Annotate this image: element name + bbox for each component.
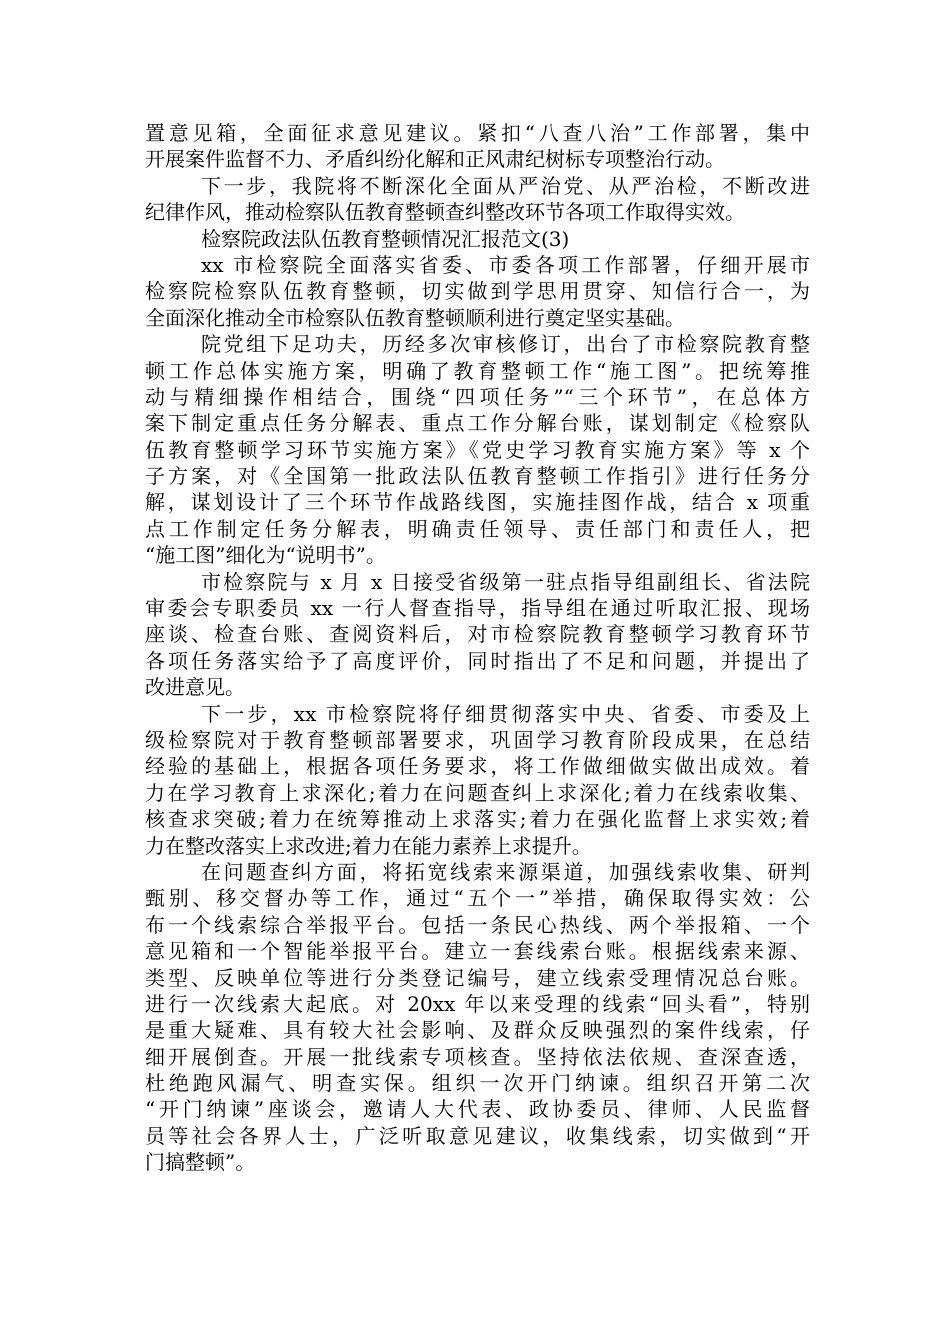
paragraph-line: “施工图”细化为“说明书”。 — [145, 543, 386, 568]
paragraph-3 — [145, 331, 810, 569]
paragraph-line: 力在整改落实上求改进;着力在能力素养上求提升。 — [145, 833, 592, 858]
paragraph-line: 改进意见。 — [145, 675, 245, 700]
paragraph-line: 杜绝跑风漏气、明查实保。组织一次开门纳谏。组织召开第二次 — [145, 1071, 810, 1096]
paragraph-line: 案下制定重点任务分解表、重点工作分解台账，谋划制定《检察队 — [145, 411, 810, 436]
paragraph-line: 布一个线索综合举报平台。包括一条民心热线、两个举报箱、一个 — [145, 912, 810, 937]
document-body — [145, 120, 810, 1176]
paragraph-0 — [145, 120, 810, 173]
heading-text: 检察院政法队伍教育整顿情况汇报范文(3) — [201, 226, 570, 251]
paragraph-line: 置意见箱，全面征求意见建议。紧扣“八查八治”工作部署，集中 — [145, 121, 810, 145]
paragraph-2 — [145, 252, 810, 331]
paragraph-line: 开展案件监督不力、矛盾纠纷化解和正风肃纪树标专项整治行动。 — [145, 147, 725, 172]
paragraph-6 — [145, 859, 810, 1176]
paragraph-line: 甄别、移交督办等工作，通过“五个一”举措，确保取得实效：公 — [145, 886, 810, 911]
paragraph-line: 意见箱和一个智能举报平台。建立一套线索台账。根据线索来源、 — [145, 939, 810, 964]
paragraph-line: 细开展倒查。开展一批线索专项核查。坚持依法依规、查深查透， — [145, 1044, 810, 1069]
paragraph-line: 全面深化推动全市检察队伍教育整顿顺利进行奠定坚实基础。 — [145, 305, 685, 330]
paragraph-line: 纪律作风，推动检察队伍教育整顿查纠整改环节各项工作取得实效。 — [145, 200, 745, 225]
paragraph-line: 类型、反映单位等进行分类登记编号，建立线索受理情况总台账。 — [145, 965, 810, 990]
paragraph-line: 进行一次线索大起底。对 20xx 年以来受理的线索“回头看”，特别 — [145, 991, 810, 1016]
paragraph-line: 经验的基础上，根据各项任务要求，将工作做细做实做出成效。着 — [145, 754, 810, 779]
paragraph-line: 核查求突破;着力在统筹推动上求落实;着力在强化监督上求实效;着 — [145, 807, 810, 832]
paragraph-line: xx 市检察院全面落实省委、市委各项工作部署，仔细开展市 — [201, 252, 810, 277]
paragraph-5 — [145, 701, 810, 859]
paragraph-line: 伍教育整顿学习环节实施方案》《党史学习教育实施方案》等 x 个 — [145, 437, 810, 462]
paragraph-line: “开门纳谏”座谈会，邀请人大代表、政协委员、律师、人民监督 — [145, 1097, 810, 1122]
paragraph-line: 力在学习教育上求深化;着力在问题查纠上求深化;着力在线索收集、 — [145, 780, 810, 805]
paragraph-4 — [145, 569, 810, 701]
paragraph-line: 点工作制定任务分解表，明确责任领导、责任部门和责任人，把 — [145, 516, 810, 541]
paragraph-line: 门搞整顿”。 — [145, 1150, 256, 1175]
paragraph-line: 在问题查纠方面，将拓宽线索来源渠道，加强线索收集、研判 — [201, 859, 810, 884]
paragraph-1 — [145, 173, 810, 226]
paragraph-line: 市检察院与 x 月 x 日接受省级第一驻点指导组副组长、省法院 — [201, 569, 810, 594]
paragraph-line: 下一步，我院将不断深化全面从严治党、从严治检，不断改进 — [201, 173, 810, 198]
paragraph-line: 院党组下足功夫，历经多次审核修订，出台了市检察院教育整 — [201, 332, 810, 357]
paragraph-line: 各项任务落实给予了高度评价，同时指出了不足和问题，并提出了 — [145, 648, 810, 673]
paragraph-line: 是重大疑难、具有较大社会影响、及群众反映强烈的案件线索，仔 — [145, 1018, 810, 1043]
paragraph-line: 审委会专职委员 xx 一行人督查指导，指导组在通过听取汇报、现场 — [145, 596, 810, 621]
paragraph-line: 检察院检察队伍教育整顿，切实做到学思用贯穿、知信行合一，为 — [145, 279, 810, 304]
paragraph-line: 解，谋划设计了三个环节作战路线图，实施挂图作战，结合 x 项重 — [145, 490, 810, 515]
paragraph-line: 级检察院对于教育整顿部署要求，巩固学习教育阶段成果，在总结 — [145, 727, 810, 752]
paragraph-line: 动与精细操作相结合，围绕“四项任务”“三个环节”，在总体方 — [145, 384, 810, 409]
paragraph-line: 子方案，对《全国第一批政法队伍教育整顿工作指引》进行任务分 — [145, 464, 810, 489]
paragraph-line: 顿工作总体实施方案，明确了教育整顿工作“施工图”。把统筹推 — [145, 358, 810, 383]
section-heading — [145, 226, 810, 252]
paragraph-line: 员等社会各界人士，广泛听取意见建议，收集线索，切实做到“开 — [145, 1123, 810, 1148]
paragraph-line: 下一步，xx 市检察院将仔细贯彻落实中央、省委、市委及上 — [201, 701, 810, 726]
paragraph-line: 座谈、检查台账、查阅资料后，对市检察院教育整顿学习教育环节 — [145, 622, 810, 647]
